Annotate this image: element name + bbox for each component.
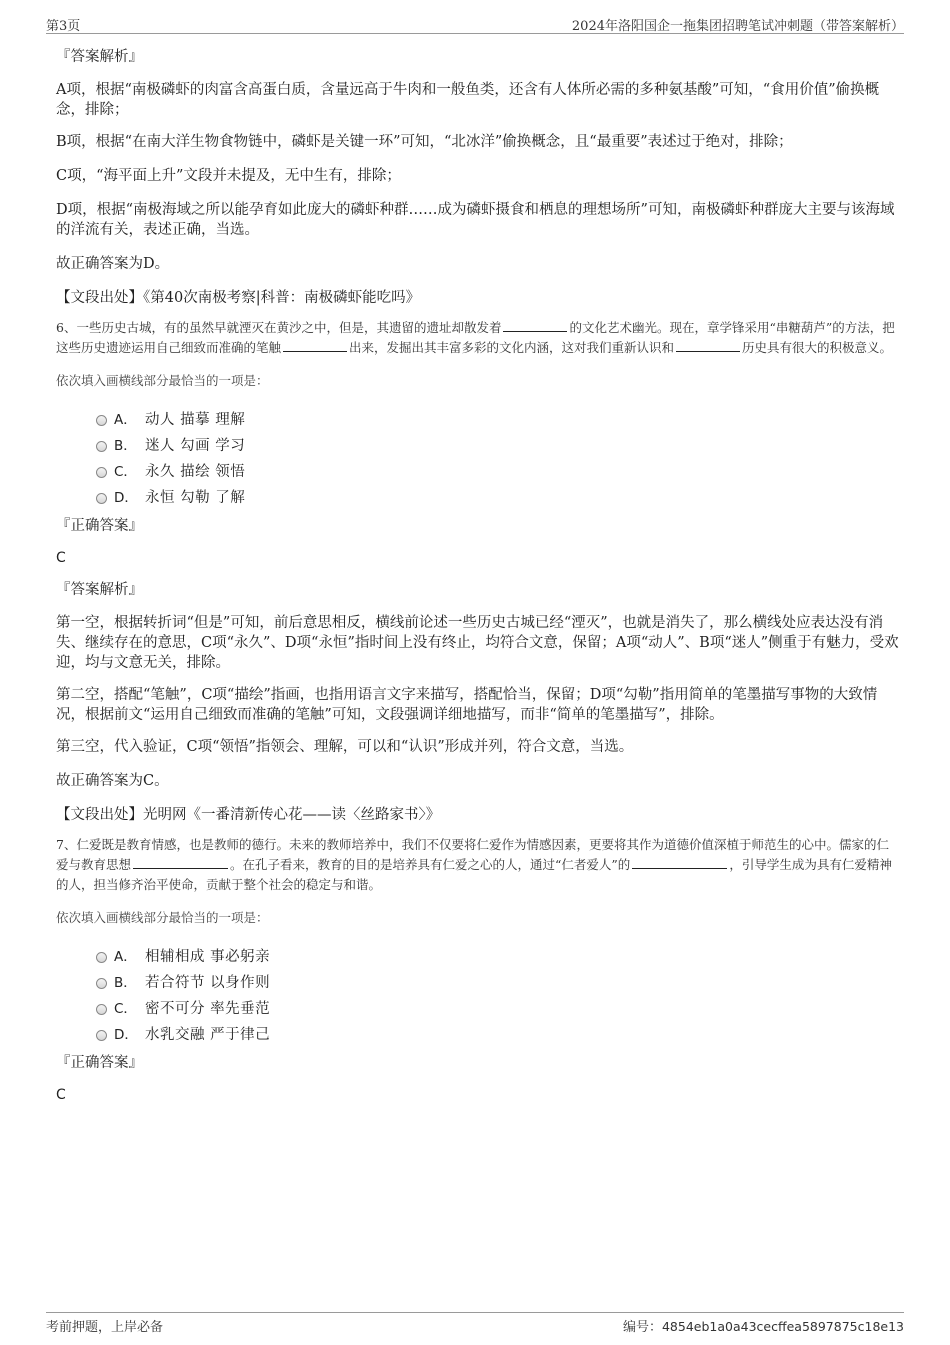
radio-icon[interactable] [96,467,107,478]
radio-icon[interactable] [96,978,107,989]
q6-analysis-label: 『答案解析』 [56,582,143,598]
q6-analysis-3: 第三空，代入验证，C项“领悟”指领会、理解，可以和“认识”形成并列，符合文意，当选。 [56,739,634,755]
radio-icon[interactable] [96,1004,107,1015]
q6-analysis-1: 第一空，根据转折词“但是”可知，前后意思相反，横线前论述一些历史古城已经“湮灭”，也就是消失了，那么横线处应表达没有消失、继续存在的意思，C项“永久”、D项“永恒”指时间上没有终止，均符合文意，保留；A项“动人”、B项“迷人”侧重于有魅力，受欢迎，均与文意无关，排除。 [56,615,899,671]
q5-source: 【文段出处】《第40次南极考察|科普：南极磷虾能吃吗》 [56,290,421,306]
page-content [56,48,900,1118]
q6-option-b[interactable]: B． 迷人 勾画 学习 [56,433,900,459]
q6-stem: 6、一些历史古城，有的虽然早就湮灭在黄沙之中，但是，其遗留的遗址却散发着 的文化艺术幽光。现在，章学锋采用“串糖葫芦”的方法，把这些历史遗迹运用自己细致而准确的笔触 出来，发掘出其丰富多彩的文化内涵，这对我们重新认识和 历史具有很大的积极意义。 [56,320,895,355]
q5-analysis-a: A项，根据“南极磷虾的肉富含高蛋白质，含量远高于牛肉和一般鱼类，还含有人体所必需的多种氨基酸”可知，“食用价值”偷换概念，排除； [56,82,880,118]
q6-instruction: 依次填入画横线部分最恰当的一项是： [56,373,269,388]
page-header [46,13,904,34]
document-title: 2024年洛阳国企一拖集团招聘笔试冲刺题（带答案解析） [571,19,904,34]
q7-answer: C [56,1087,66,1103]
blank-line [676,339,740,352]
q6-analysis-2: 第二空，搭配“笔触”，C项“描绘”指画，也指用语言文字来描写，搭配恰当，保留；D项“勾勒”指用简单的笔墨描写事物的大致情况，根据前文“运用自己细致而准确的笔触”可知，文段强调详细地描写，而非“简单的笔墨描写”，排除。 [56,687,878,723]
blank-line [283,339,347,352]
q7-instruction: 依次填入画横线部分最恰当的一项是： [56,910,269,925]
blank-line [133,856,228,869]
radio-icon[interactable] [96,493,107,504]
radio-icon[interactable] [96,1030,107,1041]
q5-conclusion: 故正确答案为D。 [56,256,170,272]
q6-option-c[interactable]: C． 永久 描绘 领悟 [56,459,900,485]
q7-options [56,944,900,1048]
radio-icon[interactable] [96,415,107,426]
footer-slogan: 考前押题，上岸必备 [46,1320,164,1335]
q7-option-d[interactable]: D． 水乳交融 严于律己 [56,1022,900,1048]
q7-answer-label: 『正确答案』 [56,1055,143,1071]
q7-option-a[interactable]: A． 相辅相成 事必躬亲 [56,944,900,970]
q5-analysis-c: C项，“海平面上升”文段并未提及，无中生有，排除； [56,168,401,184]
q6-answer: C [56,550,66,566]
q6-answer-label: 『正确答案』 [56,518,143,534]
q6-conclusion: 故正确答案为C。 [56,773,169,789]
blank-line [503,319,567,332]
page-number: 第3页 [46,19,81,34]
q5-analysis-label: 『答案解析』 [56,49,143,65]
radio-icon[interactable] [96,441,107,452]
q5-analysis-b: B项，根据“在南大洋生物食物链中，磷虾是关键一环”可知，“北冰洋”偷换概念，且“最重要”表述过于绝对，排除； [56,134,793,150]
radio-icon[interactable] [96,952,107,963]
document-id: 编号：4854eb1a0a43cecffea5897875c18e13 [622,1319,904,1335]
q6-options [56,407,900,511]
q6-source: 【文段出处】光明网《一番清新传心花——读〈丝路家书〉》 [56,807,441,823]
blank-line [632,856,727,869]
page-footer [46,1312,904,1337]
q7-option-b[interactable]: B． 若合符节 以身作则 [56,970,900,996]
q6-option-a[interactable]: A． 动人 描摹 理解 [56,407,900,433]
q6-option-d[interactable]: D． 永恒 勾勒 了解 [56,485,900,511]
q5-analysis-d: D项，根据“南极海域之所以能孕育如此庞大的磷虾种群……成为磷虾摄食和栖息的理想场所”可知，南极磷虾种群庞大主要与该海域的洋流有关，表述正确，当选。 [56,202,895,238]
q7-option-c[interactable]: C． 密不可分 率先垂范 [56,996,900,1022]
q7-stem: 7、仁爱既是教育情感，也是教师的德行。未来的教师培养中，我们不仅要将仁爱作为情感因素，更要将其作为道德价值深植于师范生的心中。儒家的仁爱与教育思想 。在孔子看来，教育的目的是培养具有仁爱之心的人，通过“仁者爱人”的 ，引导学生成为具有仁爱精神的人，担当修齐治平使命，贡献于整个社会的稳定与和谐。 [56,837,892,892]
